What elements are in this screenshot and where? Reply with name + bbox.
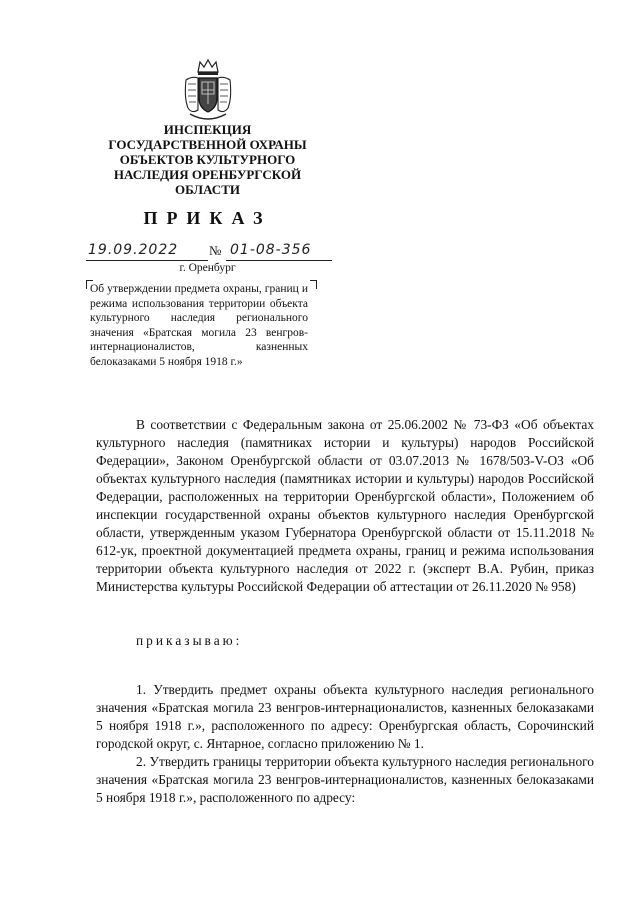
preamble (96, 416, 594, 596)
number-sign: № (209, 243, 222, 258)
subject-heading: Об утверждении предмета охраны, границ и режима использования территории объекта культурного наследия регионального значения «Братская могила 23 венгров-интернационалистов, казненных белоказаками 5 ноября 1918 г.» (90, 283, 308, 368)
org-line: НАСЛЕДИЯ ОРЕНБУРГСКОЙ (113, 167, 302, 182)
order-date-number (80, 240, 340, 264)
preamble-paragraph: В соответствии с Федеральным закона от 25.06.2002 № 73-ФЗ «Об объектах культурного наследия (памятниках истории и культуры) народов Российской Федерации», Законом Оренбургской области от 03.07.2013 № 1678/503-V-ОЗ «Об объектах культурного наследия (памятниках истории и культуры) народов Российской Федерации, расположенных на территории Оренбургской области», Положением об инспекции государственной охраны объектов культурного наследия Оренбургской области, утвержденным указом Губернатора Оренбургской области от 15.11.2018 № 612-ук, проектной документацией предмета охраны, границ и режима использования территории объекта культурного наследия от 2022 г. (эксперт В.А. Рубин, приказ Министерства культуры Российской Федерации об аттестации от 26.11.2020 № 958) (96, 417, 594, 594)
city-name: г. Оренбург (179, 262, 236, 274)
order-item-2: 2. Утвердить границы территории объекта культурного наследия регионального значения «Братская могила 23 венгров-интернационалистов, казненных белоказаками 5 ноября 1918 г.», расположенного по адресу: (96, 754, 594, 805)
org-line: ОБЪЕКТОВ КУЛЬТУРНОГО (119, 152, 296, 167)
organization-name (100, 122, 315, 197)
org-line: ИНСПЕКЦИЯ (163, 122, 252, 137)
org-line: ГОСУДАРСТВЕННОЙ ОХРАНЫ (108, 137, 307, 152)
order-item-1: 1. Утвердить предмет охраны объекта культурного наследия регионального значения «Братская могила 23 венгров-интернационалистов, казненных белоказаками 5 ноября 1918 г.», расположенного по адресу: Оренбургская область, Сорочинский городской округ, с. Янтарное, согласно приложению № 1. (96, 682, 594, 751)
order-items (96, 681, 594, 807)
decree-word: приказываю: (136, 633, 243, 648)
handwritten-number: 01-08-356 (230, 242, 312, 258)
org-line: ОБЛАСТИ (175, 182, 240, 197)
coat-of-arms-icon (182, 58, 234, 124)
handwritten-date: 19.09.2022 (88, 242, 179, 258)
date-underline (86, 260, 208, 261)
document-type-title: ПРИКАЗ (143, 208, 272, 228)
subject-corner-right (310, 280, 317, 289)
number-underline (226, 260, 332, 261)
